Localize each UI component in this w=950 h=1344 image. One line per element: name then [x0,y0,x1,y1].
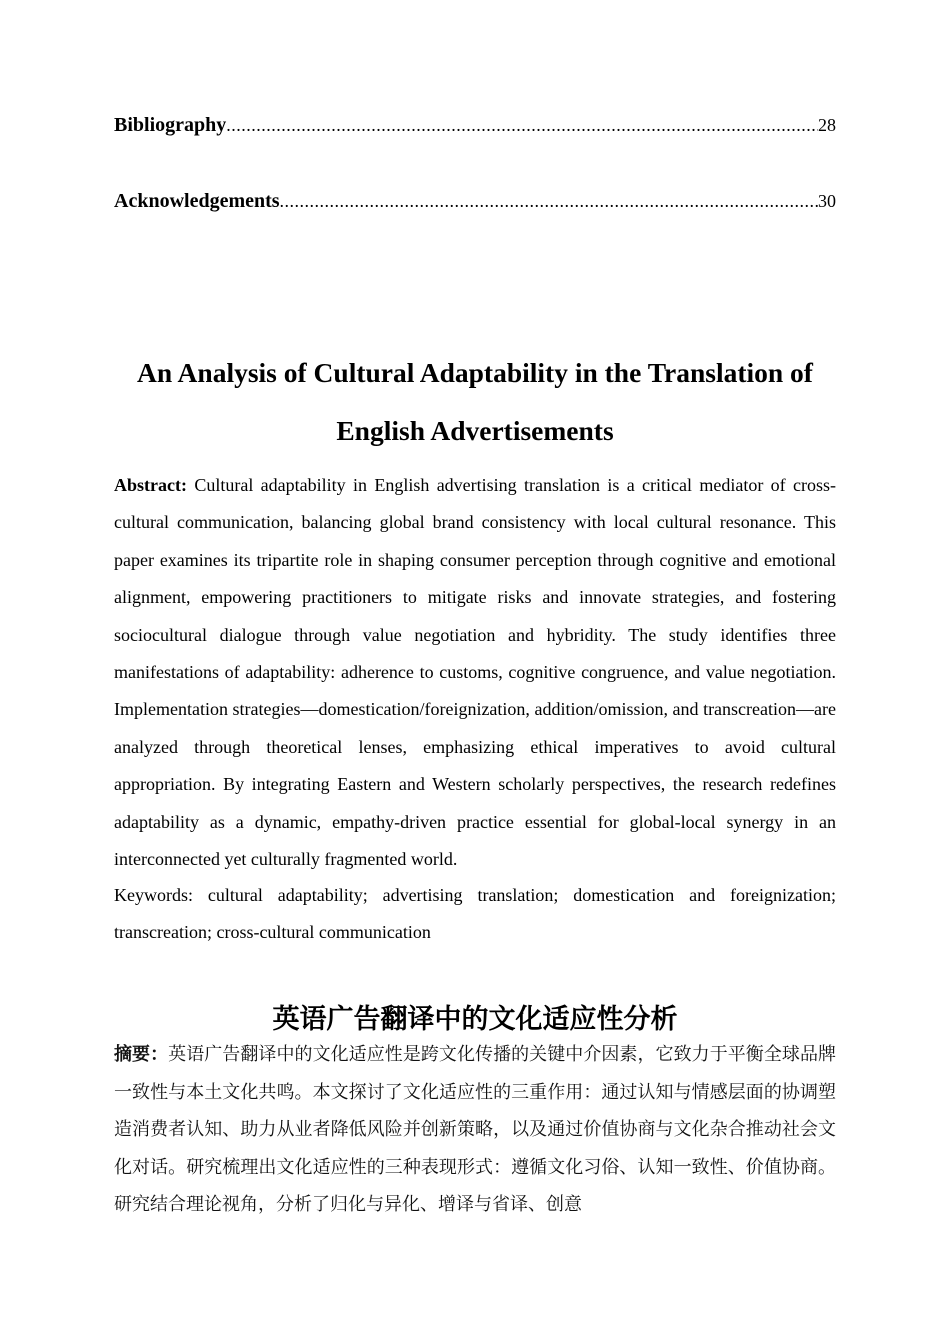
toc-leader-dots [280,188,818,214]
toc-entry-acknowledgements[interactable] [114,188,836,214]
toc-page-number: 28 [818,115,836,135]
toc-entry-bibliography[interactable] [114,112,836,138]
chinese-abstract-paragraph [114,1036,836,1224]
toc-entry-label: Bibliography [114,114,227,136]
chinese-title: 英语广告翻译中的文化适应性分析 [272,1004,678,1035]
abstract-paragraph [114,467,836,878]
toc-page-number: 30 [818,191,836,211]
chinese-abstract-text: 英语广告翻译中的文化适应性是跨文化传播的关键中介因素，它致力于平衡全球品牌一致性与本土文化共鸣。本文探讨了文化适应性的三重作用：通过认知与情感层面的协调塑造消费者认知、助力从业者降低风险并创新策略，以及通过价值协商与文化杂合推动社会文化对话。研究梳理出文化适应性的三种表现形式：遵循文化习俗、认知一致性、价值协商。研究结合理论视角，分析了归化与异化、增译与省译、创意 [114,1044,836,1215]
paper-title: An Analysis of Cultural Adaptability in the Translation of English Advertisements [137,357,813,446]
abstract-text: Cultural adaptability in English advertising translation is a critical mediator of cross-cultural communication, balancing global brand consistency with local cultural resonance. This paper examines its tripartite role in shaping consumer perception through cognitive and emotional alignment, empowering practitioners to mitigate risks and innovate strategies, and fostering sociocultural dialogue through value negotiation and hybridity. The study identifies three manifestations of adaptability: adherence to customs, cognitive congruence, and value negotiation. Implementation strategies—domestication/foreignization, addition/omission, and transcreation—are analyzed through theoretical lenses, emphasizing ethical imperatives to avoid cultural appropriation. By integrating Eastern and Western scholarly perspectives, the research redefines adaptability as a dynamic, empathy-driven practice essential for global-local synergy in an interconnected yet culturally fragmented world. [114,475,837,870]
toc-entry-label: Acknowledgements [114,190,280,212]
toc-leader-dots [226,112,818,138]
keywords-paragraph: Keywords: cultural adaptability; advertising translation; domestication and foreignization; transcreation; cross-cultural communication [114,885,836,943]
abstract-label: Abstract: [114,475,187,495]
chinese-abstract-label: 摘要： [114,1044,169,1065]
